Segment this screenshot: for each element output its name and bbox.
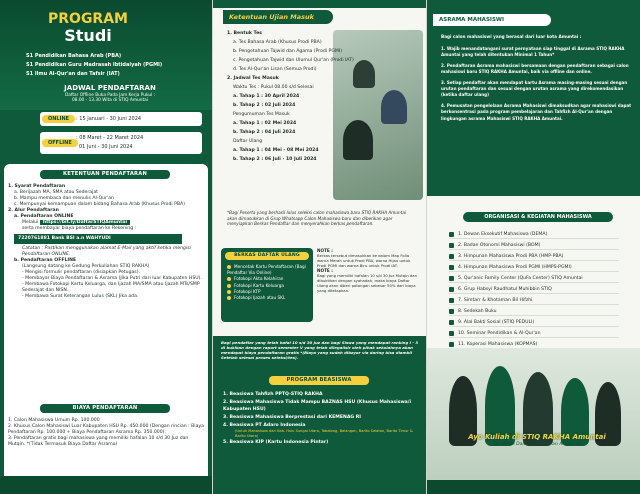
beasiswa-title: PROGRAM BEASISWA [269,376,369,385]
title-studi: Studi [64,26,112,45]
berkas-item: Fotokopi Akta Kelahiran [234,276,284,282]
berkas-title: BERKAS DAFTAR ULANG [225,252,309,260]
berkas-item: Mencetak Kartu Pendaftaran (Bagi Pendaftar Via Online) [227,264,306,276]
list-bullet-icon [449,276,454,281]
org-item: 9. Alal Bakti Sosial (STIQ PEDULI) [458,319,535,325]
online-line2: serta membayar biaya pendaftaran ke Rekening : [22,226,137,231]
daftar-ulang-item: b. Tahap 2 : 06 Juli - 10 Juli 2024 [233,157,317,162]
footer-wave [427,480,640,494]
alur-heading: 2. Alur Pendaftaran [8,208,59,213]
footer-wave [0,476,212,494]
online-date: : 15 Januari - 30 Juni 2024 [76,116,142,122]
asrama-item: 1. Wajib menandatangani surat pernyataan siap tinggal di Asrama STIQ RAKHA Amuntai yang telah ditentukan Minimal 1 Tahun* [441,46,625,58]
biaya-item: 3. Pendaftaran gratis bagi mahasiswa yang memiliki hafalan 10 s/d 30 Juz dan Mutqin. *(Tidak Termasuk Biaya Daftar Asrama) [8,436,189,447]
beasiswa-list [223,390,419,447]
slogan-main: Ayo Kuliah di STIQ RAKHA Amuntai [468,433,606,441]
offline-item: - Membawa Fotokopi Kartu Keluarga, dan Ijazah MA/SMA atau Ijazah MTs/SMP Sederajat dan NISN. [22,282,200,293]
org-item: 1. Dewan Eksekutif Mahasiswa (DEMA) [458,231,548,237]
list-bullet-icon [449,243,454,248]
berkas-item: Fotokopi Kartu Keluarga [234,282,284,288]
beasiswa-item: 1. Beasiswa Tahfizh PPTQ-STIQ RAKHA [223,392,323,397]
bentuk-item: d. Tes Al-Qur'an Lisan (Semua Prodi) [233,67,317,72]
offline-row [40,132,202,154]
panel-ujian-masuk [213,0,426,494]
list-bullet-icon [449,309,454,314]
program-list [26,52,206,79]
gratis-info: Bagi pendaftar yang telah hafal 10 s/d 30 Juz dan bagi Siswa yang mendapat ranking I - 3 di bukikan dengan raport semester V yang telah dilegalisir oleh pihak sekolahnya akan mendapat biaya pendaftaran gratis *(Biaya yang sudah dibayar via daring bisa diambil Setelah selesai proses seleksi/tes). [221,340,419,360]
syarat-item: b. Mampu membaca dan menulis Al-Qur'an [14,196,114,201]
note-box [317,248,421,293]
offline-date: : 08 Maret - 22 Maret 2024 [76,135,144,141]
ketentuan-title: KETENTUAN PENDAFTARAN [40,170,170,179]
syarat-item: c. Mempunyai kemampuan dalam bidang Bahasa Arab (Khusus Prodi PBA) [14,202,185,207]
jadwal-item: b. Tahap 2 : 02 Juli 2024 [233,103,296,108]
jadwal-item: a. Tahap 1 : 30 April 2024 [233,94,300,99]
biaya-title: BIAYA PENDAFTARAN [40,404,170,413]
asrama-title-bar [433,14,551,26]
offline-item: - Membayar Biaya Pendaftaran & Asrama (Jika Putri dari luar Kabupaten HSU). [22,276,202,281]
org-item: 4. Himpunan Mahasiswa Prodi PGMI (HMPS-PGMI) [458,264,572,270]
daftar-link[interactable]: https://bit.ly/DaftarSTIQAmuntai [40,220,130,225]
students-banner [427,348,640,494]
berkas-list [227,264,311,301]
org-item: 6. Grup Habsyi Raudhatul Muhibbin STIQ [458,286,552,292]
ujian-body [227,30,423,164]
asrama-item: 2. Pendaftaran Asrama mahasiswi bersamaan dengan pendaftaran sebagai calon mahasiswi baru STIQ RAKHA Amuntai, baik via offline dan online. [441,62,629,75]
org-item: 7. Simtarr & Khotaman Bil Hifzhi [458,297,533,303]
org-title: ORGANISASI & KEGIATAN MAHASISWA [484,214,592,220]
biaya-item: 1. Calon Mahasiswa Umum Rp. 100.000 [8,418,100,423]
slogan-sub: Terdepan Dalam Pendidikan Al-Qur'an [493,442,581,447]
waktu-tes: Waktu Tes : Pukul 08.00 s/d Selesai [233,85,314,90]
asrama-title: ASRAMA MAHASISWI [439,17,505,23]
schedule [40,84,180,103]
beasiswa-item: 2. Beasiswa Mahasiswa Tidak Mampu BAZNAS HSU (Khusus Mahasiswa/i Kabupaten HSU) [223,400,412,412]
org-list [449,228,619,352]
program-item: S1 Ilmu Al-Qur'an dan Tafsir (IAT) [26,71,120,77]
online-row [40,112,202,126]
bentuk-item: b. Pengetahuan Tajwid dan Agama (Prodi PGMI) [233,49,342,54]
note-title: NOTE : [317,268,333,273]
syarat-item: a. Berijazah MA, SMA atau Sederajat [14,190,98,195]
note-text: Bagi yang memiliki hafalan 10 s/d 30 Juz Mutqin dan dibuktikan dengan syahadah, maka biaya Daftar Ulang akan diberi potongan sebesar 50% dari biaya yang ditetapkan. [317,273,418,293]
catatan: Catatan : Pastikan menggunakan alamat E-Mail yang aktif ketika mengisi Pendaftaran ONLINE. [22,246,191,257]
asrama-list [441,46,635,122]
ujian-title: Ketentuan Ujian Masuk [229,13,314,21]
top-strip [213,0,426,8]
org-item: 8. Sedekah Buku [458,308,497,314]
list-bullet-icon [449,254,454,259]
beasiswa-subnote: (Untuk Mahasiswa dari Kab. Hulu Sungai Utara, Tabalong, Balangan, Barito Selatan, Barito Timur & Barito Utara) [235,429,413,438]
list-bullet-icon [449,287,454,292]
list-bullet-icon [449,342,454,347]
beasiswa-item: 3. Beasiswa Mahasiswa Berprestasi dari KEMENAG RI [223,415,362,420]
rekening: 7220761881 Bank BSI a.n WAHYUDI [14,234,182,244]
ujian-title-bar [223,10,333,24]
pengumuman-heading: Pengumuman Tes Masuk [233,112,290,117]
org-item: 11. Koperasi Mahasiswa (KOPMAS) [458,341,538,347]
org-title-bar [463,212,613,222]
online-line: Melalui [22,220,39,225]
schedule-title: JADWAL PENDAFTARAN [64,84,156,92]
biaya-body [8,418,204,448]
offline-item: (Langsung datang ke Gedung Perkuliahan STIQ RAKHA) [22,264,150,269]
ketentuan-body [8,184,204,300]
program-item: S1 Pendidikan Guru Madrasah Ibtidaiyah (PGMI) [26,62,163,68]
program-item: S1 Pendidikan Bahasa Arab (PBA) [26,53,122,59]
daftar-ulang-heading: Daftar Ulang [233,139,263,144]
list-bullet-icon [449,320,454,325]
berkas-item: Fotokopi KTP [234,288,261,294]
beasiswa-section [213,336,426,494]
note-title: NOTE : [317,248,333,253]
offline-date: 01 Juni - 30 Juni 2024 [79,144,133,150]
bentuk-item: a. Tes Bahasa Arab (Khusus Prodi PBA) [233,40,322,45]
asrama-intro: Bagi calon mahasiswi yang berasal dari luar kota Amuntai : [441,34,582,39]
berkas-box [221,248,313,322]
offline-item: - Mengisi formulir pendaftaran (disiapkan Petugas). [22,270,140,275]
list-bullet-icon [449,298,454,303]
asrama-item: 4. Pemusatan pengelolaan Asrama Mahasiswi dimaksudkan agar mahasiswi dapat berkonsentrasi pada program pembelajaran dan Tahfizh Al-Qur'an dengan lingkungan asrama Mahasiswi STIQ RAKHA Amuntai. [441,102,632,121]
list-bullet-icon [449,265,454,270]
pengumuman-item: b. Tahap 2 : 04 Juli 2024 [233,130,296,135]
panel-asrama [427,0,640,494]
title-program: PROGRAM [48,11,128,27]
asrama-item: 3. Setiap pendaftar akan mendapat kartu Asrama masing-masing sesuai dengan urutan pendaftaran dan sesuai dengan urutan asrama yang direkomendasikan (ketika daftar ulang) [441,79,628,98]
lulus-note: *Bagi Peserta yang berhasil lulus seleksi calon mahasiswa baru STIQ RAKHA Amuntai akan dimasukkan di Grup Whatsapp Calon Mahasiswa baru dan diberikan agar menyiapkan Berkas Pendaftar dan menyerahkan berkas pendaftaran. [227,210,407,227]
org-item: 2. Badan Otonomi Mahasiswi (BOM) [458,242,541,248]
org-item: 3. Himpunan Mahasiswa Prodi PBA (HMP-PBA) [458,253,564,259]
note-text: Berkas tersebut dimasukkan ke dalam Map Folio warna Merah untuk Prodi PBA, warna Hijau untuk Prodi PGMI dan warna Biru untuk Prodi IAT. [317,253,411,268]
pengumuman-item: a. Tahap 1 : 02 Mei 2024 [233,121,297,126]
org-item: 5. Qur'anic Family Center (QuFa Center) STIQ Amuntai [458,275,583,281]
online-heading: a. Pendaftaran ONLINE [14,214,74,219]
bentuk-item: c. Pengetahuan Tajwid dan Ulumul Qur'an (Prodi IAT) [233,58,354,63]
offline-item: - Membawa Surat Keterangan Lulus (SKL) Jika ada. [22,294,139,299]
syarat-heading: 1. Syarat Pendaftaran [8,184,66,189]
beasiswa-item: 5. Beasiswa KIP (Kartu Indonesia Pintar) [223,440,329,446]
offline-heading: b. Pendaftaran OFFLINE [14,258,77,263]
berkas-item: Fotokopi Ijazah atau SKL [234,295,286,301]
schedule-sub: Daftar Offline Buka Pada Jam Kerja Pukul : [64,93,156,98]
schedule-sub: 08.00 - 13.30 Wita di STIQ Amuntai [71,98,149,103]
bentuk-heading: 1. Bentuk Tes [227,31,262,36]
biaya-item: 2. Khusus Calon Mahasiswi Luar Kabupaten HSU Rp. 450.000 (Dengan rincian : Biaya Pendaftaran Rp. 100.000 + Biaya Pendaftaran Asrama Rp. 350.000). [8,424,204,435]
list-bullet-icon [449,232,454,237]
slogan [447,432,627,448]
offline-label: OFFLINE [42,139,78,147]
beasiswa-item: 4. Beasiswa PT Adaro Indonesia [223,423,306,428]
daftar-ulang-item: a. Tahap 1 : 04 Mei - 08 Mei 2024 [233,148,319,153]
list-bullet-icon [449,331,454,336]
panel-program-studi [0,0,212,494]
jadwal-heading: 2. Jadwal Tes Masuk [227,76,279,81]
online-label: ONLINE [42,115,75,123]
org-item: 10. Seminar Pendidikan & Al-Qur'an [458,330,541,336]
program-title [18,12,158,44]
